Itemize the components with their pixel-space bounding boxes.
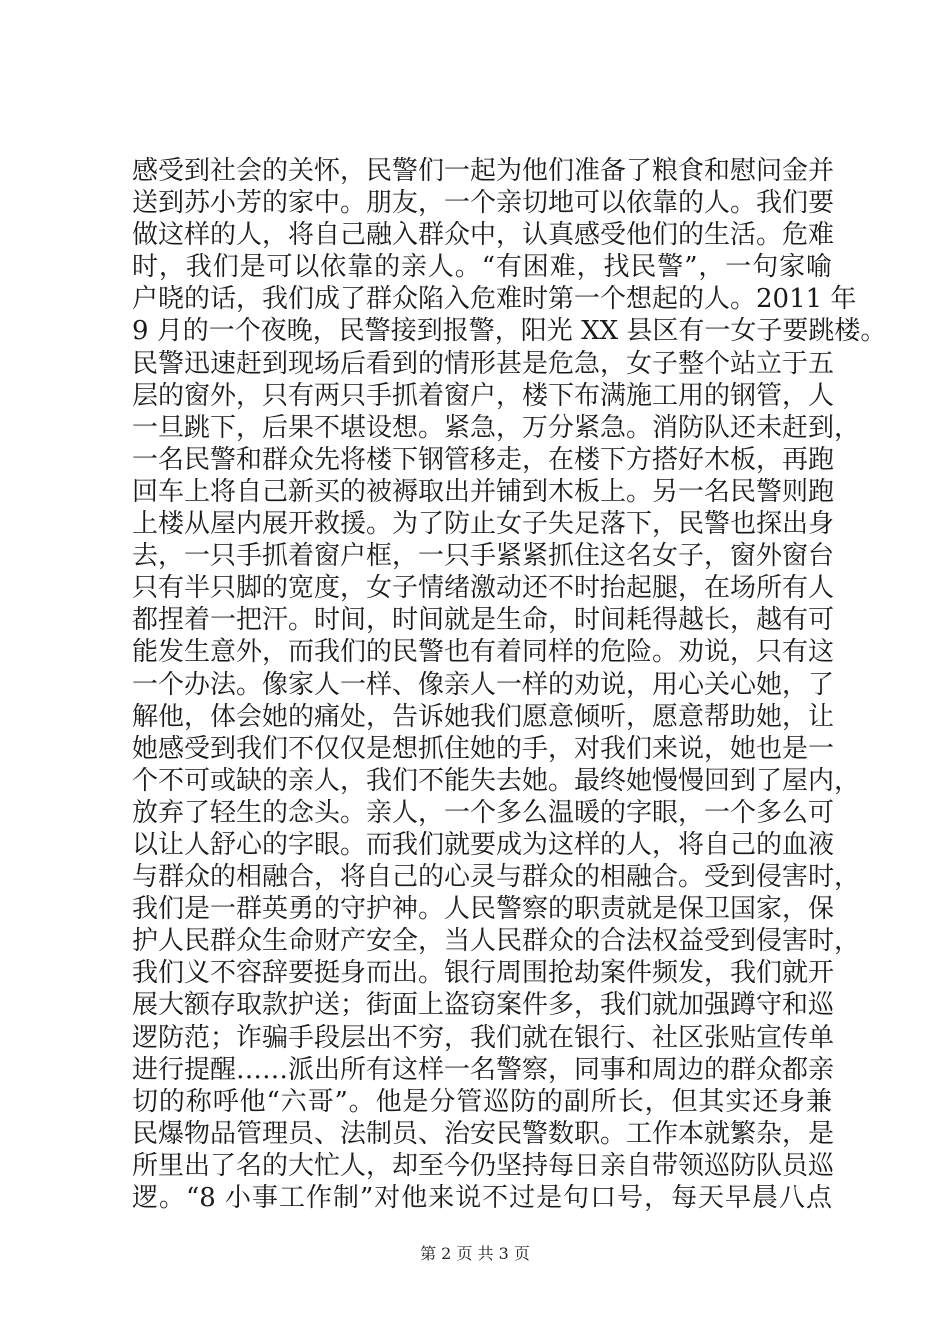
text-line: 进行提醒……派出所有这样一名警察，同事和周边的群众都亲	[132, 1054, 835, 1085]
text-line: 回车上将自己新买的被褥取出并铺到木板上。另一名民警则跑	[132, 476, 835, 507]
text-line: 民爆物品管理员、法制员、治安民警数职。工作本就繁杂，是	[132, 1118, 835, 1149]
text-line: 一名民警和群众先将楼下钢管移走，在楼下方搭好木板，再跑	[132, 444, 835, 475]
text-line: 切的称呼他“六哥”。他是分管巡防的副所长，但其实还身兼	[132, 1086, 832, 1117]
text-line: 都捏着一把汗。时间，时间就是生命，时间耗得越长，越有可	[132, 605, 835, 636]
text-line: 我们是一群英勇的守护神。人民警察的职责就是保卫国家，保	[132, 894, 835, 925]
text-line: 上楼从屋内展开救援。为了防止女子失足落下，民警也探出身	[132, 509, 835, 540]
text-line: 解他，体会她的痛处，告诉她我们愿意倾听，愿意帮助她，让	[132, 701, 835, 732]
text-line: 逻。“8 小事工作制”对他来说不过是句口号，每天早晨八点	[132, 1183, 832, 1213]
body-text	[132, 155, 887, 1214]
text-line: 9 月的一个夜晚，民警接到报警，阳光 XX 县区有一女子要跳楼。	[132, 316, 887, 347]
text-line: 只有半只脚的宽度，女子情绪激动还不时抬起腿，在场所有人	[132, 573, 835, 604]
text-line: 感受到社会的关怀，民警们一起为他们准备了粮食和慰问金并	[132, 156, 835, 186]
text-line: 时，我们是可以依靠的亲人。“有困难，找民警”，一句家喻	[132, 252, 832, 283]
text-line: 能发生意外，而我们的民警也有着同样的危险。劝说，只有这	[132, 637, 835, 668]
text-line: 送到苏小芳的家中。朋友，一个亲切地可以依靠的人。我们要	[132, 188, 835, 219]
text-line: 户晓的话，我们成了群众陷入危难时第一个想起的人。2011 年	[132, 284, 857, 315]
text-line: 以让人舒心的字眼。而我们就要成为这样的人，将自己的血液	[132, 829, 835, 860]
text-line: 层的窗外，只有两只手抓着窗户，楼下布满施工用的钢管，人	[132, 380, 835, 411]
text-line: 护人民群众生命财产安全，当人民群众的合法权益受到侵害时，	[132, 926, 861, 957]
page-footer: 第 2 页 共 3 页	[420, 1244, 530, 1263]
text-line: 一旦跳下，后果不堪设想。紧急，万分紧急。消防队还未赶到，	[132, 412, 861, 443]
text-line: 逻防范；诈骗手段层出不穷，我们就在银行、社区张贴宣传单	[132, 1022, 835, 1053]
text-line: 我们义不容辞要挺身而出。银行周围抢劫案件频发，我们就开	[132, 958, 835, 989]
text-line: 做这样的人，将自己融入群众中，认真感受他们的生活。危难	[132, 220, 835, 251]
text-line: 放弃了轻生的念头。亲人，一个多么温暖的字眼，一个多么可	[132, 797, 835, 828]
text-line: 展大额存取款护送；街面上盗窃案件多，我们就加强蹲守和巡	[132, 990, 835, 1021]
text-line: 与群众的相融合，将自己的心灵与群众的相融合。受到侵害时，	[132, 862, 861, 893]
text-line: 她感受到我们不仅仅是想抓住她的手，对我们来说，她也是一	[132, 733, 835, 764]
text-line: 去，一只手抓着窗户框，一只手紧紧抓住这名女子，窗外窗台	[132, 541, 835, 572]
text-line: 民警迅速赶到现场后看到的情形甚是危急，女子整个站立于五	[132, 348, 835, 379]
text-line: 个不可或缺的亲人，我们不能失去她。最终她慢慢回到了屋内，	[132, 765, 861, 796]
text-line: 一个办法。像家人一样、像亲人一样的劝说，用心关心她，了	[132, 669, 835, 700]
text-line: 所里出了名的大忙人，却至今仍坚持每日亲自带领巡防队员巡	[132, 1150, 835, 1181]
